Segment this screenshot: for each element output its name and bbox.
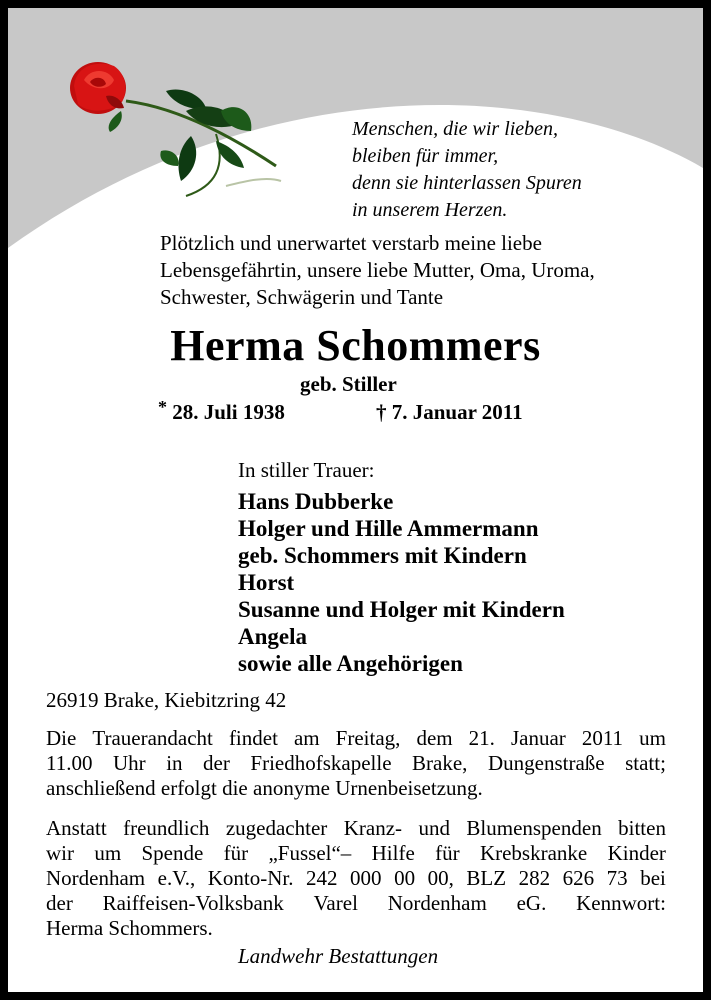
- rose-icon: [66, 56, 286, 206]
- word: am: [293, 726, 320, 750]
- word: Anstatt: [46, 816, 107, 840]
- word: Nordenham: [46, 866, 146, 890]
- paragraph-line: anschließend erfolgt die anonyme Urnenbeisetzung.: [46, 776, 483, 800]
- word: BLZ: [466, 866, 507, 890]
- word: Kranz-: [343, 816, 403, 840]
- mourner-name: geb. Schommers mit Kindern: [238, 543, 527, 568]
- word: um: [94, 841, 122, 865]
- intro-line: Lebensgefährtin, unsere liebe Mutter, Oma, Uroma,: [160, 258, 595, 282]
- mourner-name: Horst: [238, 570, 295, 595]
- word: e.V.,: [157, 866, 196, 890]
- word: freundlich: [123, 816, 210, 840]
- word: Blumenspenden: [466, 816, 602, 840]
- word: wir: [46, 841, 74, 865]
- word: der: [203, 751, 230, 775]
- word: Brake,: [412, 751, 468, 775]
- word: statt;: [625, 751, 666, 775]
- donation-paragraph: [46, 816, 666, 941]
- motto-line: denn sie hinterlassen Spuren: [352, 172, 582, 194]
- word: Spende: [141, 841, 204, 865]
- cross-icon: †: [376, 400, 387, 424]
- word: Trauerandacht: [92, 726, 213, 750]
- word: Kinder: [607, 841, 666, 865]
- word: Friedhofskapelle: [250, 751, 392, 775]
- paragraph-line: [46, 841, 666, 866]
- intro-line: Schwester, Schwägerin und Tante: [160, 285, 444, 309]
- mourner-name: Susanne und Holger mit Kindern: [238, 597, 565, 622]
- deceased-name: Herma Schommers: [170, 321, 541, 370]
- word: Varel: [313, 891, 358, 915]
- word: der: [46, 891, 73, 915]
- word: Uhr: [113, 751, 146, 775]
- paragraph-line: Herma Schommers.: [46, 916, 213, 940]
- word: 11.00: [46, 751, 93, 775]
- word: 000: [350, 866, 382, 890]
- motto-line: in unserem Herzen.: [352, 199, 508, 221]
- word: Die: [46, 726, 77, 750]
- word: 00,: [427, 866, 454, 890]
- mourner-name: sowie alle Angehörigen: [238, 651, 463, 676]
- word: findet: [228, 726, 278, 750]
- word: in: [166, 751, 183, 775]
- word: bitten: [618, 816, 666, 840]
- word: 2011: [581, 726, 624, 750]
- undertaker-name: Landwehr Bestattungen: [238, 944, 439, 968]
- word: und: [418, 816, 450, 840]
- mourner-name: Angela: [238, 624, 307, 649]
- word: 242: [306, 866, 338, 890]
- word: Konto-Nr.: [207, 866, 294, 890]
- word: zugedachter: [225, 816, 328, 840]
- paragraph-line: [46, 891, 666, 916]
- paragraph-line: [46, 866, 666, 891]
- motto-line: Menschen, die wir lieben,: [352, 118, 559, 140]
- death-date: 7. Januar 2011: [391, 400, 523, 424]
- word: 00: [394, 866, 416, 890]
- paragraph-line: [46, 726, 666, 751]
- word: dem: [416, 726, 453, 750]
- family-address: 26919 Brake, Kiebitzring 42: [46, 688, 287, 712]
- motto-quote: [352, 116, 582, 224]
- grief-label: In stiller Trauer:: [238, 458, 375, 482]
- word: Hilfe: [371, 841, 415, 865]
- service-paragraph: [46, 726, 666, 801]
- mourners-list: [238, 488, 565, 677]
- word: Kennwort:: [576, 891, 666, 915]
- word: Raiffeisen-Volksbank: [102, 891, 284, 915]
- word: Krebskranke: [479, 841, 588, 865]
- mourner-name: Holger und Hille Ammermann: [238, 516, 539, 541]
- birth-name: geb. Stiller: [300, 372, 397, 396]
- word: für: [435, 841, 460, 865]
- life-dates: [158, 397, 523, 425]
- mourner-name: Hans Dubberke: [238, 489, 394, 514]
- word: für: [223, 841, 249, 865]
- word: 21.: [468, 726, 495, 750]
- intro-line: Plötzlich und unerwartet verstarb meine liebe: [160, 231, 542, 255]
- word: Dungenstraße: [487, 751, 605, 775]
- paragraph-line: [46, 816, 666, 841]
- word: um: [639, 726, 666, 750]
- intro-text: [160, 230, 595, 311]
- birth-date: 28. Juli 1938: [172, 400, 285, 424]
- word: eG.: [516, 891, 547, 915]
- star-icon: *: [158, 397, 167, 417]
- word: 73: [606, 866, 628, 890]
- paragraph-line: [46, 751, 666, 776]
- motto-line: bleiben für immer,: [352, 145, 499, 167]
- word: Januar: [510, 726, 566, 750]
- word: bei: [640, 866, 666, 890]
- word: 282: [518, 866, 551, 890]
- word: Nordenham: [387, 891, 487, 915]
- word: „Fussel“–: [268, 841, 352, 865]
- word: 626: [562, 866, 595, 890]
- word: Freitag,: [335, 726, 401, 750]
